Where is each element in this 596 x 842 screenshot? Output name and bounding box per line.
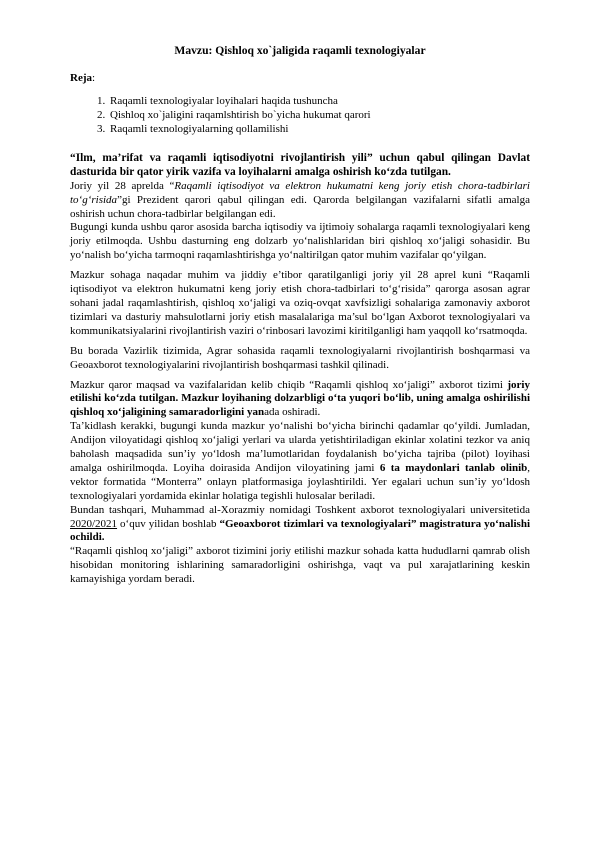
paragraph-text: Mazkur qaror maqsad va vazifalaridan kelib chiqib “Raqamli qishloq xo‘jaligi” axborot tizimi <box>70 378 508 391</box>
paragraph-4: Bu borada Vazirlik tizimida, Agrar sohasida raqamli texnologiyalarni rivojlantirish boshqarmasi va Geoaxborot texnologiyalarini rivojlantirish boshqarmasi tashkil qilinadi. <box>70 344 530 371</box>
plan-label-text: Reja <box>70 71 92 84</box>
paragraph-3: Mazkur sohaga naqadar muhim va jiddiy e’tibor qaratilganligi joriy yil 28 aprel kuni “Raqamli iqtisodiyot va elektron hukumatni keng joriy etish chora-tadbirlari to‘g‘risida” qarorga asosan agrar sohani jadal raqamlashtirish, qishloq xo‘jaligi va oziq-ovqat xavfsizligi sohalariga zamonaviy axborot tizimlari va dasturiy mahsulotlarni joriy etish masalalariga ma’sul bo‘lgan Axborot texnologiyalari va kommunikatsiyalarini rivojlantirish vaziri o‘rinbosari lavozimi kiritilganligi ham yaqqoll ko‘rsatmoqda. <box>70 269 530 337</box>
paragraph-2: Bugungi kunda ushbu qaror asosida barcha iqtisodiy va ijtimoiy sohalarga raqamli texnologiyalari keng joriy etilmoqda. Ushbu dasturning eng dolzarb yo‘nalishlaridan biri qishloq xo‘jaligi sohasidir. Bu yo‘nalish bo‘yicha tarmoqni raqamlashtirishga yo‘naltirilgan qator muhim vazifalar qo‘yilgan. <box>70 221 530 262</box>
paragraph-1 <box>70 180 530 222</box>
paragraph-7 <box>70 504 530 546</box>
bold-text: joriy etilishi ko‘zda tutilgan. Mazkur loyihaning dolzarbligi o‘ta yuqori bo‘lib, uning amalga oshirilishi qishloq xo‘jaligining samaradorligini yan <box>70 378 530 419</box>
plan-list <box>70 95 530 137</box>
paragraph-8: “Raqamli qishloq xo‘jaligi” axborot tizimini joriy etilishi mazkur sohada katta hududlarni qamrab olish hisobidan monitoring ishlarining samaradorligini oshirishga, vaqt va pul xarajatlarining keskin kamayishiga yordam beradi. <box>70 545 530 586</box>
paragraph-text: ada oshiradi. <box>264 406 321 419</box>
plan-item: 1. Raqamli texnologiyalar loyihalari haqida tushuncha <box>108 95 530 109</box>
paragraph-text: o‘quv yilidan boshlab <box>117 517 220 530</box>
section-heading: “Ilm, ma’rifat va raqamli iqtisodiyotni rivojlantirish yili” uchun qabul qilingan Davlat dasturida bir qator yirik vazifa va loyihalarni amalga oshirish ko‘zda tutilgan. <box>70 151 530 179</box>
bold-text: 6 ta maydonlari tanlab olinib <box>379 461 528 474</box>
bold-text: “Geoaxborot tizimlari va texnologiyalari” magistratura yo‘nalishi ochildi. <box>70 517 531 544</box>
paragraph-text: Joriy yil 28 aprelda “ <box>70 179 175 192</box>
document-page <box>70 44 530 587</box>
paragraph-text: Ta’kidlash kerakki, bugungi kunda mazkur yo‘nalishi bo‘yicha birinchi qadamlar qo‘yildi. Jumladan, Andijon viloyatidagi qishloq xo‘jaligi yerlari va ularda yetishtiriladigan ekinlar xolatini tezkor va aniq baholash maqsadida sun’iy yo‘ldosh ma’lumotlaridan foydalanish bo‘yicha tajriba (pilot) loyihasi amalga oshirilmoqda. Loyiha doirasida Andijon viloyatining jami <box>70 420 530 474</box>
plan-label <box>70 72 530 86</box>
paragraph-text: , vektor formatida “Monterra” onlayn platformasiga joylashtirildi. Yer egalari uchun sun’iy yo‘ldosh texnologiyalari yordamida ekinlar holatiga tegishli hulosalar beriladi. <box>70 461 530 502</box>
paragraph-5 <box>70 379 530 421</box>
plan-item: 2. Qishloq xo`jaligini raqamlshtirish bo`yicha hukumat qarori <box>108 109 530 123</box>
decree-title: Raqamli iqtisodiyot va elektron hukumatni keng joriy etish chora-tadbirlari to‘g‘risida <box>70 179 530 206</box>
academic-year: 2020/2021 <box>70 517 118 530</box>
document-title: Mavzu: Qishloq xo`jaligida raqamli texnologiyalar <box>174 44 426 57</box>
plan-item: 3. Raqamli texnologiyalarning qollamilishi <box>108 123 530 137</box>
plan-label-colon: : <box>92 71 96 84</box>
paragraph-text: Bundan tashqari, Muhammad al-Xorazmiy nomidagi Toshkent axborot texnologiyalari universitetida <box>70 503 530 516</box>
paragraph-text: ”gi Prezident qarori qabul qilingan edi. Qarorda belgilangan vazifalarni sifatli amalga oshirish uchun chora-tadbirlar belgilangan edi. <box>70 193 530 220</box>
paragraph-6 <box>70 420 530 503</box>
